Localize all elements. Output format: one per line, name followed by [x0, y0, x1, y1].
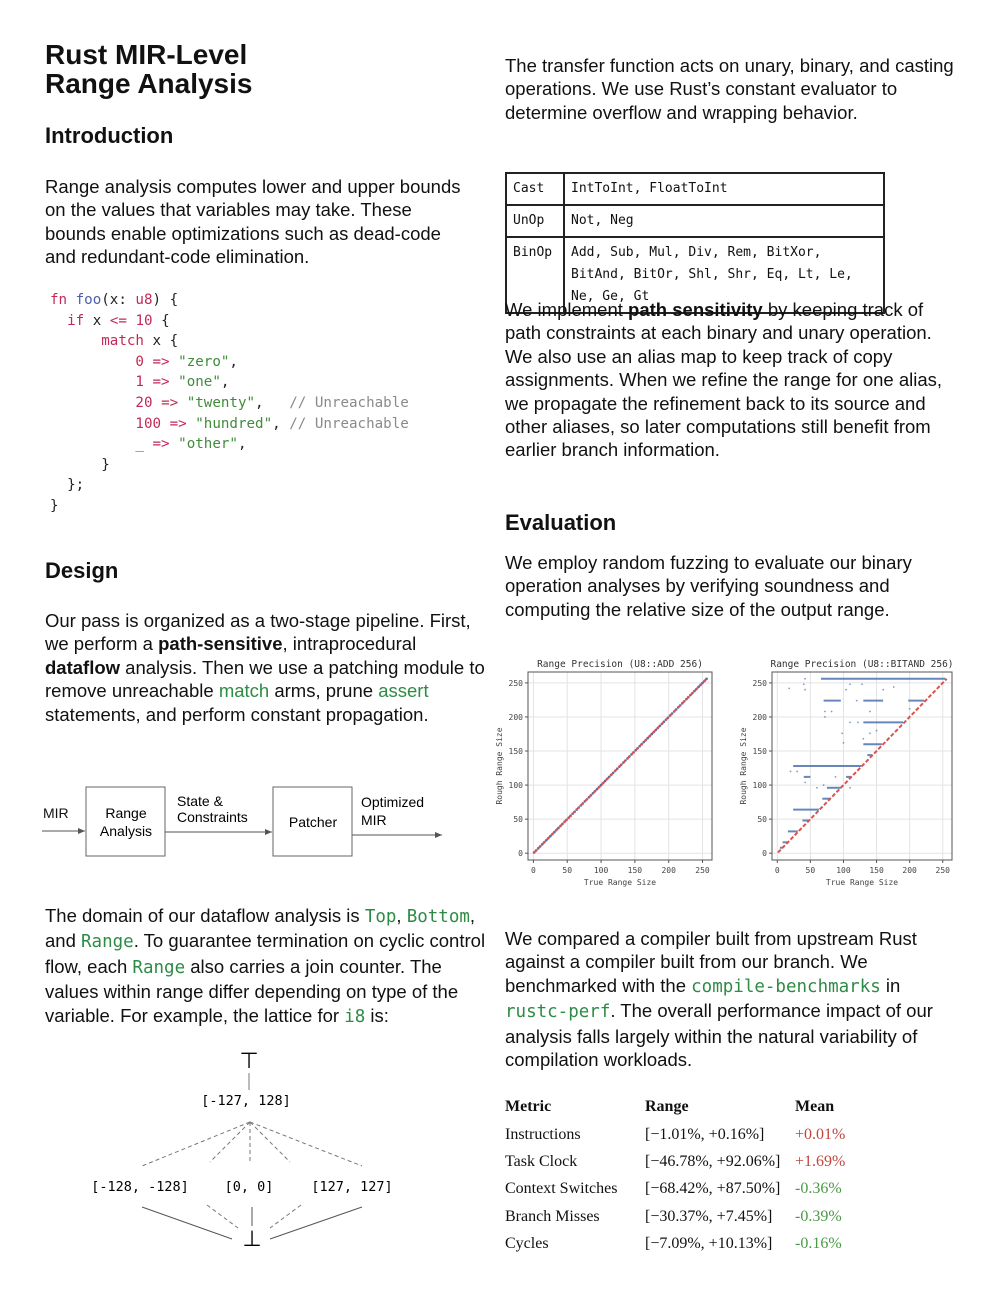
code-token — [50, 333, 101, 349]
design-heading: Design — [45, 558, 119, 583]
patcher-label: Patcher — [288, 814, 338, 830]
x-tick-label: 0 — [774, 866, 780, 875]
x-tick-label: 50 — [805, 866, 816, 875]
y-tick-label: 0 — [518, 849, 523, 859]
code-token: }; — [50, 477, 85, 494]
data-point — [849, 722, 851, 724]
x-tick-label: 0 — [530, 866, 536, 875]
header-metric: Metric — [505, 1098, 552, 1115]
y-tick-label: 250 — [752, 678, 767, 688]
domain-body — [45, 904, 490, 1029]
output-label-1: Optimized — [361, 794, 425, 810]
y-tick-label: 200 — [508, 712, 523, 722]
metrics-table — [505, 1098, 855, 1258]
code-token: "hundred" — [195, 415, 273, 432]
bold-term: path sensitivity — [628, 299, 763, 320]
header-mean: Mean — [795, 1098, 835, 1115]
y-axis-label: Rough Range Size — [495, 727, 504, 805]
pipeline-diagram — [30, 770, 460, 870]
code-token — [187, 416, 196, 432]
bottom-symbol: ⊥ — [242, 1227, 262, 1252]
operations-row — [506, 205, 884, 237]
metric-range: [−30.37%, +7.45%] — [645, 1207, 773, 1225]
code-token: "other" — [178, 436, 238, 453]
code-line — [50, 416, 409, 432]
x-tick-label: 250 — [695, 866, 710, 875]
code-term: Range — [81, 932, 134, 953]
introduction-heading: Introduction — [45, 123, 174, 148]
data-point — [804, 781, 806, 783]
y-tick-label: 250 — [508, 678, 523, 688]
dashed-edges-upper — [142, 1122, 362, 1166]
range-analysis-label-2: Analysis — [99, 823, 153, 839]
edge-label-1: State & — [177, 793, 223, 809]
evaluation-body: We employ random fuzzing to evaluate our binary operation analyses by verifying soundness and computing the relative size of the output range. — [505, 552, 912, 620]
code-term: Range — [132, 957, 186, 978]
text-span: , intraprocedural — [282, 633, 417, 655]
y-tick-label: 150 — [508, 747, 523, 757]
code-token: 100 — [135, 415, 162, 432]
data-point — [849, 787, 851, 789]
y-tick-label: 0 — [762, 849, 767, 859]
x-tick-label: 50 — [562, 866, 573, 875]
code-line — [50, 498, 59, 514]
code-token — [144, 374, 153, 390]
metric-range: [−7.09%, +10.13%] — [645, 1235, 773, 1253]
y-axis-label: Rough Range Size — [739, 727, 748, 805]
code-token: , — [255, 394, 290, 411]
code-token: => — [169, 415, 187, 432]
metric-range: [−68.42%, +87.50%] — [645, 1180, 781, 1198]
data-point — [861, 683, 863, 685]
code-token: x — [84, 312, 110, 329]
keyword-term: match — [218, 680, 270, 702]
code-token: <= — [109, 312, 127, 329]
data-point — [823, 784, 825, 786]
chart-title: Range Precision (U8::ADD 256) — [537, 659, 703, 670]
data-point — [824, 716, 826, 718]
data-point — [841, 732, 843, 734]
operations-table — [505, 172, 885, 314]
data-point — [816, 787, 818, 789]
code-token — [144, 436, 153, 452]
data-point — [790, 771, 792, 773]
operation-kind: UnOp — [506, 205, 564, 237]
code-token — [50, 416, 135, 432]
bold-term: path-sensitive — [158, 633, 283, 655]
x-tick-label: 150 — [869, 866, 884, 875]
code-term: compile-benchmarks — [691, 976, 881, 997]
code-token: 20 — [135, 394, 153, 411]
code-token — [178, 395, 187, 411]
code-term: rustc-perf — [505, 1002, 611, 1023]
x-tick-label: 250 — [935, 866, 950, 875]
range-analysis-box — [86, 787, 165, 856]
code-line — [50, 457, 110, 473]
code-token — [170, 354, 179, 370]
code-token: , — [229, 353, 238, 370]
operations-row — [506, 173, 884, 205]
metrics-row — [505, 1231, 855, 1258]
y-tick-label: 150 — [752, 747, 767, 757]
header-range: Range — [645, 1098, 689, 1115]
data-point — [831, 711, 833, 713]
code-token: => — [161, 394, 179, 411]
data-point — [804, 689, 806, 691]
code-line — [50, 313, 170, 329]
x-tick-label: 200 — [902, 866, 917, 875]
data-point — [893, 686, 895, 688]
x-axis-label: True Range Size — [825, 878, 899, 887]
code-token — [50, 395, 135, 411]
metric-range: [−1.01%, +0.16%] — [645, 1125, 765, 1143]
data-point — [845, 689, 847, 691]
x-tick-label: 200 — [661, 866, 676, 875]
bold-term: dataflow — [45, 656, 121, 678]
top-symbol: ⊤ — [239, 1049, 259, 1074]
text-span: by keeping track of path constraints at each binary and unary operation. We also use an alias map to keep track of copy assignments. When we refine the range for one alias, we propagate the refinement back to its source and other aliases, so later computations still benefit from earlier branch information. — [505, 299, 943, 461]
x-tick-label: 100 — [836, 866, 851, 875]
code-line — [50, 395, 409, 411]
top-range-label: [-127, 128] — [201, 1093, 291, 1109]
code-token: _ — [135, 436, 144, 453]
chart-bitand — [738, 652, 970, 888]
code-token: 1 — [135, 374, 144, 391]
code-token: "twenty" — [186, 394, 256, 411]
data-point — [849, 683, 851, 685]
metrics-row — [505, 1203, 855, 1230]
code-token: => — [152, 374, 170, 391]
chart-add — [490, 652, 730, 888]
data-point — [909, 708, 911, 710]
metric-mean: +0.01% — [795, 1125, 846, 1143]
data-point — [882, 689, 884, 691]
benchmark-body — [505, 927, 960, 1071]
data-point — [876, 730, 878, 732]
introduction-body: Range analysis computes lower and upper bounds on the values that variables may take. These bounds enable optimizations such as dead-code and redundant-code elimination. — [45, 176, 461, 268]
code-token: 0 — [135, 353, 144, 370]
code-token: , — [237, 436, 247, 453]
operation-list: Not, Neg — [564, 205, 884, 237]
range-analysis-label-1: Range — [105, 805, 147, 821]
data-point — [856, 700, 858, 702]
metric-name: Cycles — [505, 1235, 549, 1253]
code-token: if — [67, 312, 85, 329]
code-example — [50, 290, 409, 517]
y-tick-label: 100 — [752, 781, 767, 791]
code-term: Bottom — [406, 907, 470, 927]
data-point — [804, 678, 806, 680]
code-token — [50, 313, 67, 329]
text-span: We compared a compiler built from upstream Rust against a compiler built from our branch. We benchmarked with the — [505, 928, 917, 996]
metrics-row — [505, 1148, 855, 1175]
transfer-body: The transfer function acts on unary, binary, and casting operations. We use Rust’s constant evaluator to determine overflow and wrapping behavior. — [505, 55, 954, 123]
lattice-node-zero: [0, 0] — [224, 1179, 274, 1195]
text-span: The domain of our dataflow analysis is — [45, 905, 365, 926]
text-span: , — [396, 905, 407, 926]
text-span: analysis. Then we use a patching module to remove unreachable — [45, 656, 485, 702]
page-title — [45, 40, 252, 98]
code-token — [153, 395, 162, 411]
code-token — [50, 354, 135, 370]
metric-name: Instructions — [505, 1125, 581, 1143]
code-token: { — [152, 312, 170, 329]
title-line-2: Range Analysis — [45, 68, 253, 99]
code-line — [50, 436, 247, 452]
text-span: We implement — [505, 299, 629, 320]
chart-title: Range Precision (U8::BITAND 256) — [770, 659, 954, 670]
operation-kind: BinOp — [506, 237, 564, 313]
text-span: also carries a join counter. The values within range differ depending on type of the variable. For example, the lattice for — [45, 955, 459, 1026]
code-token: => — [152, 436, 170, 453]
code-token: , — [272, 415, 290, 432]
code-term: Top — [364, 907, 397, 927]
metrics-header-row — [505, 1098, 855, 1121]
code-line — [50, 292, 178, 308]
code-token: foo — [75, 292, 102, 308]
data-point — [869, 732, 871, 734]
input-label: MIR — [43, 805, 69, 821]
code-line — [50, 354, 238, 370]
y-tick-label: 50 — [513, 815, 523, 825]
data-point — [843, 742, 845, 744]
lattice-node-neg128: [-128, -128] — [91, 1179, 189, 1195]
lattice-node-127: [127, 127] — [311, 1179, 393, 1195]
lattice-diagram — [80, 1040, 420, 1260]
code-token: , — [220, 374, 230, 391]
text-span: . To guarantee termination on cyclic control flow, each — [45, 930, 486, 977]
path-sensitivity-body — [505, 298, 955, 462]
text-span: is: — [365, 1004, 389, 1026]
code-token — [170, 436, 179, 452]
edge-label-2: Constraints — [177, 809, 248, 825]
text-span: statements, and perform constant propagation. — [45, 703, 429, 725]
x-tick-label: 150 — [627, 866, 643, 875]
operation-list: IntToInt, FloatToInt — [564, 173, 884, 205]
code-token — [161, 416, 170, 432]
data-point — [857, 722, 859, 724]
metric-mean: -0.39% — [795, 1207, 842, 1225]
code-token: => — [152, 353, 170, 370]
data-point — [835, 776, 837, 778]
operation-list: Add, Sub, Mul, Div, Rem, BitXor, BitAnd, BitOr, Shl, Shr, Eq, Lt, Le, Ne, Ge, Gt — [564, 237, 884, 313]
text-span: Our pass is organized as a two-stage pipeline. First, we perform a — [45, 610, 471, 655]
y-tick-label: 50 — [757, 815, 767, 825]
metric-mean: +1.69% — [795, 1153, 846, 1171]
data-point — [803, 683, 805, 685]
code-token: } — [50, 497, 59, 514]
metrics-row — [505, 1176, 855, 1203]
code-line — [50, 374, 229, 390]
code-token: x { — [143, 333, 179, 350]
code-token: "one" — [178, 374, 221, 391]
code-token: ) { — [152, 292, 179, 308]
text-span: in — [880, 974, 901, 996]
code-token — [170, 374, 179, 390]
x-tick-label: 100 — [593, 866, 609, 875]
text-span: arms, prune — [269, 680, 379, 702]
metric-name: Context Switches — [505, 1180, 618, 1198]
x-axis-label: True Range Size — [583, 878, 657, 887]
code-token — [50, 436, 135, 452]
code-term: i8 — [344, 1006, 366, 1027]
metric-range: [−46.78%, +92.06%] — [645, 1153, 781, 1171]
text-span: . The overall performance impact of our analysis falls largely within the natural variability of compilation workloads. — [505, 1000, 933, 1071]
design-body — [45, 609, 485, 726]
code-token — [144, 354, 153, 370]
code-token: } — [50, 456, 110, 473]
metrics-row — [505, 1121, 855, 1148]
metric-name: Branch Misses — [505, 1207, 600, 1225]
code-line — [50, 477, 84, 493]
code-line — [50, 333, 178, 349]
data-point — [796, 771, 798, 773]
keyword-term: assert — [378, 680, 429, 702]
operation-kind: Cast — [506, 173, 564, 205]
y-tick-label: 200 — [752, 712, 767, 722]
output-label-2: MIR — [361, 812, 387, 828]
title-line-1: Rust MIR-Level — [45, 39, 248, 70]
code-token: 10 — [135, 312, 153, 329]
code-token: // Unreachable — [289, 394, 409, 411]
data-point — [824, 711, 826, 713]
code-token: "zero" — [178, 353, 230, 370]
dashed-edges-lower — [207, 1205, 301, 1228]
code-token: fn — [50, 292, 76, 308]
code-token: // Unreachable — [289, 415, 409, 432]
metric-mean: -0.36% — [795, 1180, 842, 1198]
y-tick-label: 100 — [508, 781, 523, 791]
metric-name: Task Clock — [505, 1153, 578, 1171]
data-point — [869, 711, 871, 713]
data-point — [862, 738, 864, 740]
text-span: , and — [45, 905, 476, 952]
code-token: u8 — [135, 292, 153, 308]
code-token: (x: — [101, 292, 136, 308]
code-token: match — [101, 333, 144, 350]
evaluation-heading: Evaluation — [505, 510, 617, 535]
data-point — [788, 687, 790, 689]
metric-mean: -0.16% — [795, 1235, 842, 1253]
code-token — [50, 374, 135, 390]
